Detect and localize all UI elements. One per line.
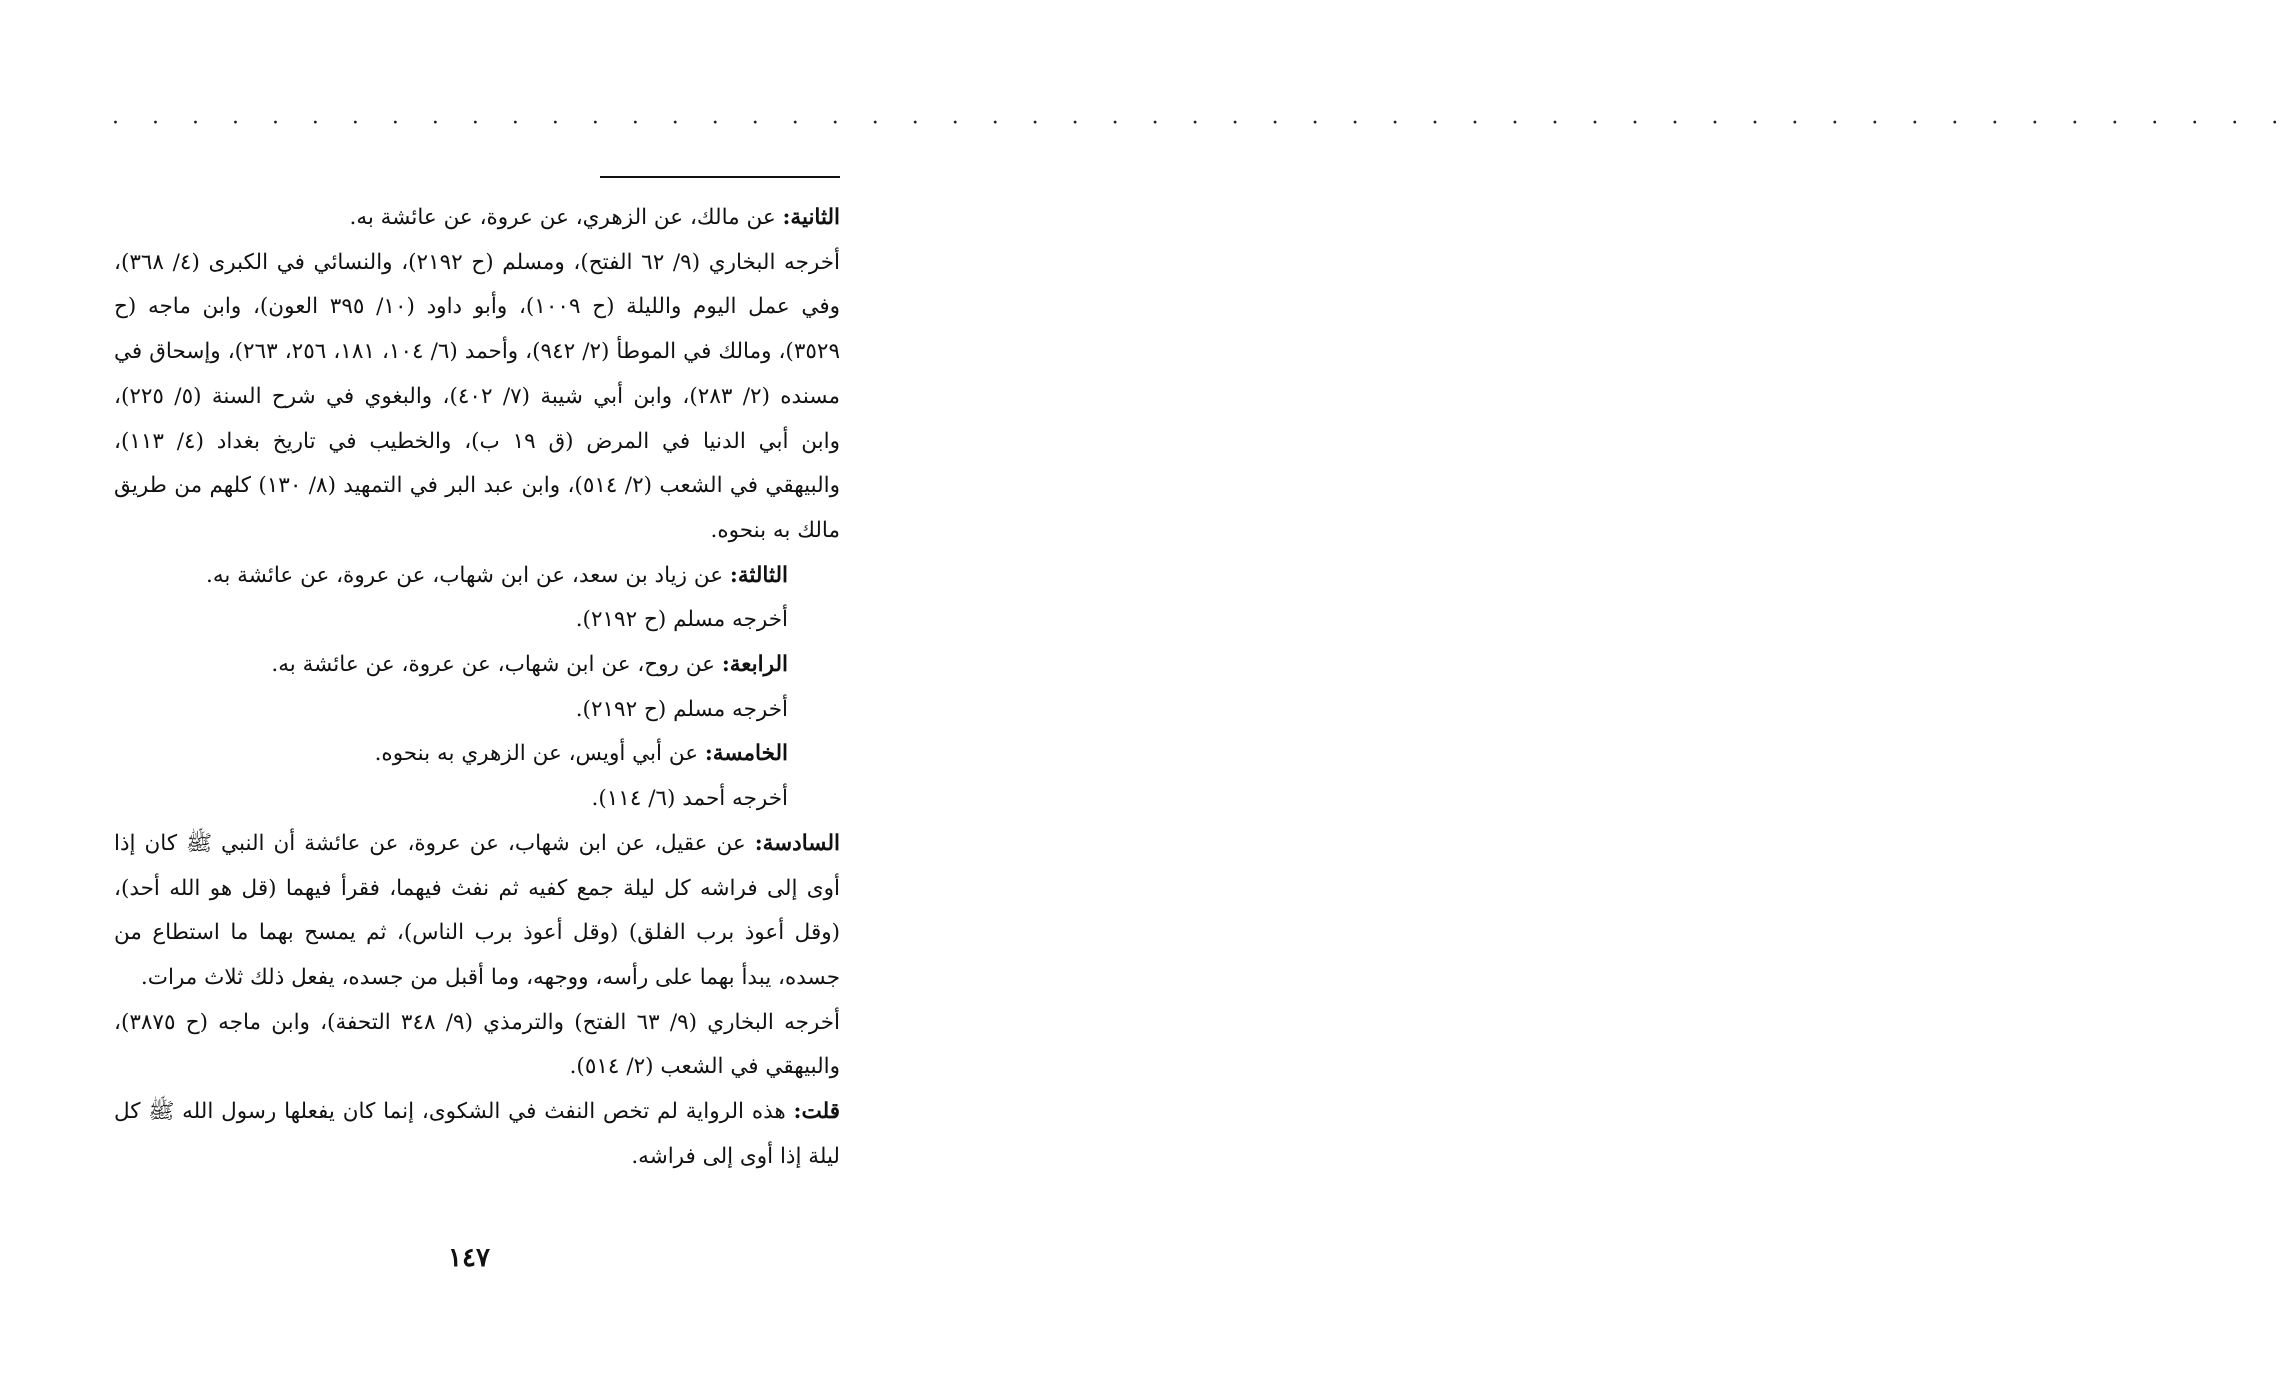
main-text (114, 196, 840, 1179)
paragraph-text: هذه الرواية لم تخص النفث في الشكوى، إنما كان يفعلها رسول الله ﷺ كل ليلة إذا أوى إلى فراشه. (114, 1099, 840, 1169)
paragraph-text: عن أبي أويس، عن الزهري به بنحوه. (374, 741, 705, 767)
paragraph-text: عن مالك، عن الزهري، عن عروة، عن عائشة به. (349, 205, 783, 230)
paragraph (114, 1090, 840, 1179)
paragraph (114, 777, 840, 822)
paragraph-text: أخرجه أحمد (٦/ ١١٤). (591, 786, 788, 812)
footnote-rule (600, 176, 840, 178)
paragraph (114, 732, 840, 777)
paragraph-lead: الثانية: (782, 205, 840, 230)
paragraph-text: عن زياد بن سعد، عن ابن شهاب، عن عروة، عن عائشة به. (206, 562, 730, 588)
page-number: ١٤٧ (448, 1243, 490, 1273)
paragraph (114, 1001, 840, 1090)
paragraph-lead: قلت: (793, 1099, 840, 1125)
paragraph-text: أخرجه مسلم (ح ٢١٩٢). (575, 607, 788, 633)
paragraph-text: عن عقيل، عن ابن شهاب، عن عروة، عن عائشة أن النبي ﷺ كان إذا أوى إلى فراشه كل ليلة جمع كفيه ثم نفث فيهما، فقرأ فيهما (قل هو الله أحد)، (وقل أعوذ برب الفلق) (وقل أعوذ برب الناس)، ثم يمسح بهما ما استطاع من جسده، يبدأ بهما على رأسه، ووجهه، وما أقبل من جسده، يفعل ذلك ثلاث مرات. (114, 830, 840, 990)
paragraph-text: أخرجه البخاري (٩/ ٦٢ الفتح)، ومسلم (ح ٢١٩٢)، والنسائي في الكبرى (٤/ ٣٦٨)، وفي عمل اليوم والليلة (ح ١٠٠٩)، وأبو داود (١٠/ ٣٩٥ العون)، وابن ماجه (ح ٣٥٢٩)، ومالك في الموطأ (٢/ ٩٤٢)، وأحمد (٦/ ١٠٤، ١٨١، ٢٥٦، ٢٦٣)، وإسحاق في مسنده (٢/ ٢٨٣)، وابن أبي شيبة (٧/ ٤٠٢)، والبغوي في شرح السنة (٥/ ٢٢٥)، وابن أبي الدنيا في المرض (ق ١٩ ب)، والخطيب في تاريخ بغداد (٤/ ١١٣)، والبيهقي في الشعب (٢/ ٥١٤)، وابن عبد البر في التمهيد (٨/ ١٣٠) كلهم من طريق مالك به بنحوه. (114, 249, 841, 543)
paragraph-text: عن روح، عن ابن شهاب، عن عروة، عن عائشة به. (271, 652, 722, 678)
paragraph-lead: السادسة: (754, 830, 840, 856)
paragraph (114, 241, 840, 554)
paragraph (114, 822, 840, 1001)
paragraph-text: أخرجه البخاري (٩/ ٦٣ الفتح) والترمذي (٩/ ٣٤٨ التحفة)، وابن ماجه (ح ٣٨٧٥)، والبيهقي في الشعب (٢/ ٥١٤). (114, 1009, 841, 1080)
paragraph-lead: الرابعة: (721, 652, 788, 678)
paragraph (114, 196, 840, 241)
paragraph-lead: الثالثة: (729, 562, 788, 588)
paragraph-lead: الخامسة: (704, 741, 788, 767)
paragraph (114, 598, 840, 643)
paragraph-text: أخرجه مسلم (ح ٢١٩٢). (575, 696, 788, 722)
paragraph (114, 643, 840, 688)
dotted-separator: · · · · · · · · · · · · · · · · · · · · · · · · · · · · · · · · · · · · · · · · · · · · · · · · · · · · · · · (112, 111, 2291, 136)
paragraph (114, 554, 840, 599)
paragraph (114, 688, 840, 733)
